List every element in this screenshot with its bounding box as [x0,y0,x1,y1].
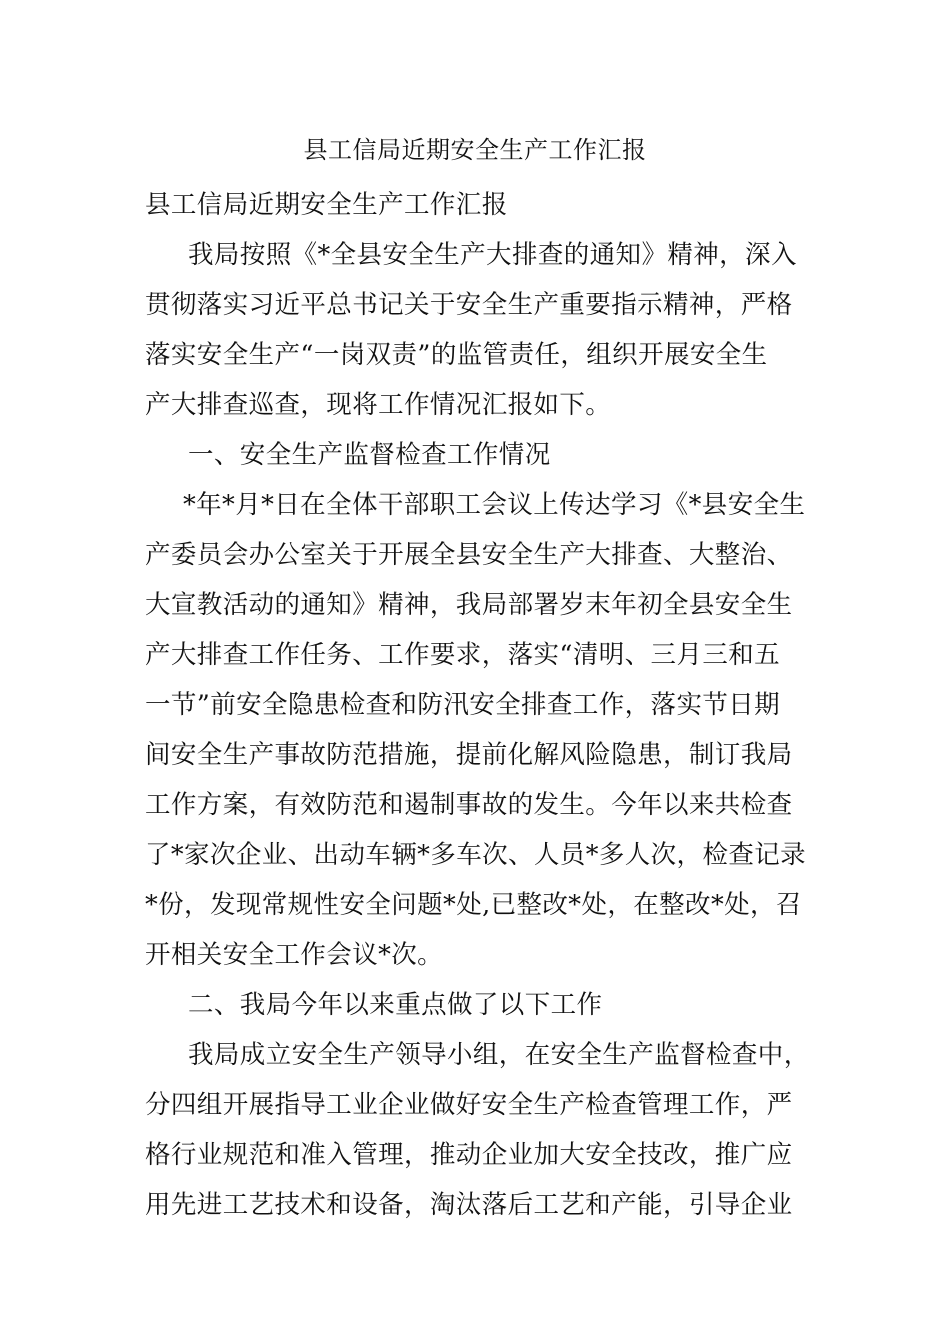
paragraph-line: 格行业规范和准入管理，推动企业加大安全技改，推广应 [145,1140,793,1170]
paragraph-line: 了*家次企业、出动车辆*多车次、人员*多人次，检查记录 [145,840,807,870]
paragraph-line: 工作方案，有效防范和遏制事故的发生。今年以来共检查 [145,790,793,820]
paragraph-line: 间安全生产事故防范措施，提前化解风险隐患，制订我局 [145,740,793,770]
document-body [145,180,810,1230]
section-heading-2: 二、我局今年以来重点做了以下工作 [188,990,603,1020]
paragraph-line: 我局成立安全生产领导小组，在安全生产监督检查中， [188,1040,810,1070]
subtitle-line: 县工信局近期安全生产工作汇报 [145,190,508,220]
paragraph-line: *份，发现常规性安全问题*处,已整改*处，在整改*处，召 [145,890,802,920]
paragraph-line: 用先进工艺技术和设备，淘汰落后工艺和产能，引导企业 [145,1190,793,1220]
document-title: 县工信局近期安全生产工作汇报 [303,136,647,164]
paragraph-line: 分四组开展指导工业企业做好安全生产检查管理工作，严 [145,1090,793,1120]
paragraph-line: 贯彻落实习近平总书记关于安全生产重要指示精神，严格 [145,290,793,320]
section-heading-1: 一、安全生产监督检查工作情况 [188,440,551,470]
paragraph-line: 产大排查工作任务、工作要求，落实“清明、三月三和五 [145,640,781,670]
paragraph-line: 落实安全生产“一岗双责”的监管责任，组织开展安全生 [145,340,768,370]
paragraph-line: 我局按照《*全县安全生产大排查的通知》精神，深入 [188,240,797,270]
paragraph-line: 开相关安全工作会议*次。 [145,940,444,970]
paragraph-line: 产大排查巡查，现将工作情况汇报如下。 [145,390,612,420]
paragraph-line: *年*月*日在全体干部职工会议上传达学习《*县安全生 [183,490,806,520]
paragraph-line: 产委员会办公室关于开展全县安全生产大排查、大整治、 [145,540,793,570]
paragraph-line: 大宣教活动的通知》精神，我局部署岁末年初全县安全生 [145,590,793,620]
paragraph-line: 一节”前安全隐患检查和防汛安全排查工作，落实节日期 [145,690,781,720]
